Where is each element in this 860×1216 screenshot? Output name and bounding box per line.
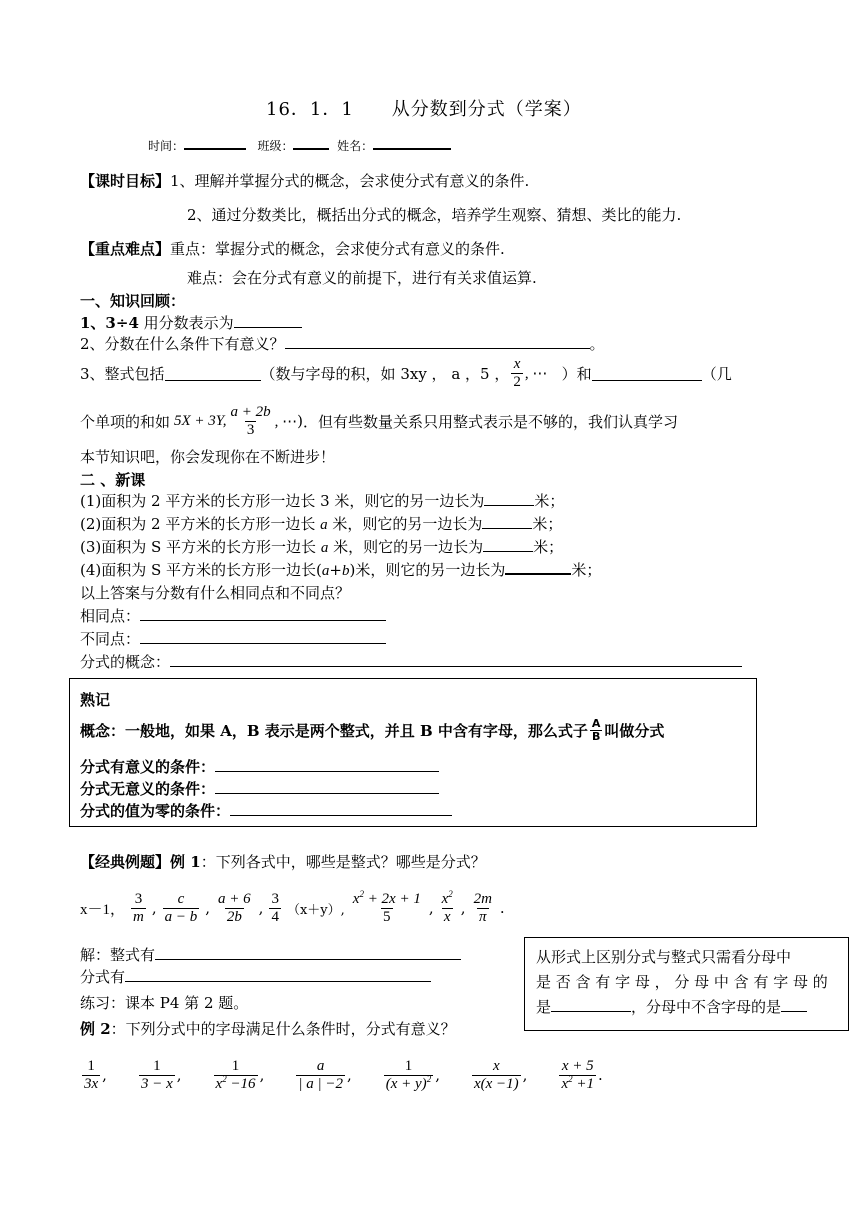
example1-practice: 练习：课本 P4 第 2 题。 bbox=[80, 994, 249, 1012]
side-note-line3 bbox=[536, 996, 807, 1017]
example2-text: ：下列分式中的字母满足什么条件时，分式有意义？ bbox=[110, 1020, 456, 1038]
new-lesson-p2-blank[interactable] bbox=[482, 514, 532, 529]
new-lesson-question: 以上答案与分数有什么相同点和不同点？ bbox=[80, 584, 351, 602]
new-lesson-p3-text: (3)面积为 S 平方米的长方形一边长 bbox=[80, 538, 317, 556]
unit: 米； bbox=[534, 492, 565, 510]
time-field[interactable] bbox=[184, 134, 246, 150]
fraction-x-over-2: $\frac{x}{2}$ bbox=[513, 355, 521, 390]
new-lesson-p4-text: (4)面积为 S 平方米的长方形一边长( bbox=[80, 561, 322, 579]
concept-row bbox=[80, 651, 742, 672]
review-q2-blank[interactable] bbox=[285, 334, 590, 349]
new-lesson-heading: 二 、新课 bbox=[80, 471, 146, 489]
focus-tag: 【重点难点】 bbox=[80, 240, 171, 258]
review-q3-a: 3、整式包括 bbox=[80, 364, 165, 383]
review-q2 bbox=[80, 333, 605, 354]
new-lesson-p4-blank[interactable] bbox=[505, 559, 571, 575]
review-q3-line3: 本节知识吧，你会发现你在不断进步！ bbox=[80, 448, 336, 466]
review-heading: 一、知识回顾： bbox=[80, 292, 186, 310]
cond1-label: 分式有意义的条件： bbox=[80, 758, 216, 776]
cond3-row bbox=[80, 800, 452, 821]
new-lesson-p3-mid: 米，则它的另一边长为 bbox=[333, 538, 484, 556]
side-note-line1: 从形式上区别分式与整式只需看分母中 bbox=[536, 948, 792, 966]
memorize-concept-b: 叫做分式 bbox=[604, 721, 665, 740]
review-q3-line2: 个单项的和如 5X + 3Y, $\frac{a + 2b}{3}$ , ⋯ ) ．但有些数量关系只用整式表示是不够的，我们认真学习 bbox=[80, 403, 679, 438]
example1-text: ：下列各式中，哪些是整式？哪些是分式？ bbox=[200, 853, 486, 871]
cond3-label: 分式的值为零的条件： bbox=[80, 802, 231, 820]
new-lesson-p4-mid: )米，则它的另一边长为 bbox=[349, 561, 506, 579]
review-q3-blank-1[interactable] bbox=[165, 366, 261, 381]
new-lesson-p1-text: (1)面积为 2 平方米的长方形一边长 3 米，则它的另一边长为 bbox=[80, 492, 485, 510]
concept-label: 分式的概念： bbox=[80, 653, 171, 671]
review-q2-text: 2、分数在什么条件下有意义？ bbox=[80, 335, 285, 353]
review-q1-text: 用分数表示为 bbox=[143, 314, 234, 332]
fraction-a-over-b: $\frac{A}{B}$ bbox=[591, 716, 601, 743]
example2-line bbox=[80, 1018, 456, 1039]
class-field[interactable] bbox=[293, 134, 329, 150]
review-q1-prefix: 1、3÷4 bbox=[80, 314, 139, 332]
example2-expressions: $\frac{1}{3x}$ , $\frac{1}{3 - x}$ , $\frac{1}{x^2 -16}$ , $\frac{a}{| a | -2}$ , $\frac{1}{(x + y)^2}$ , $\frac{x}{x(x -1)}$ , $\frac{x + 5}{x^2 +1}$ . bbox=[84, 1057, 603, 1092]
focus-line-1 bbox=[80, 238, 505, 259]
focus-difficult: 难点：会在分式有意义的前提下，进行有关求值运算. bbox=[187, 269, 537, 287]
example1-line bbox=[80, 851, 486, 872]
class-label: 班级： bbox=[257, 139, 294, 153]
new-lesson-p2-mid: 米，则它的另一边长为 bbox=[332, 515, 483, 533]
cond2-label: 分式无意义的条件： bbox=[80, 780, 216, 798]
diff-point-label: 不同点： bbox=[80, 630, 141, 648]
new-lesson-p1 bbox=[80, 490, 564, 511]
example1-answer1 bbox=[80, 944, 461, 965]
example1-expressions: x－1， $\frac{3}{m}$ , $\frac{c}{a - b}$ , $\frac{a + 6}{2b}$ , $\frac{3}{4}$ （x＋y）, $\frac{x^2 + 2x + 1}{5}$ , $\frac{x^2}{x}$ , $\frac{2m}{\pi}$ . bbox=[80, 888, 505, 925]
new-lesson-p2: (2)面积为 2 平方米的长方形一边长 a 米，则它的另一边长为 米； bbox=[80, 515, 563, 533]
time-label: 时间： bbox=[148, 139, 185, 153]
cond1-row bbox=[80, 756, 439, 777]
review-q3-d: （几 bbox=[701, 364, 732, 383]
side-note-line3a: 是 bbox=[536, 998, 552, 1016]
name-field[interactable] bbox=[373, 134, 451, 150]
side-note-line2: 是 否 含 有 字 母 ， 分 母 中 含 有 字 母 的 bbox=[536, 973, 828, 991]
answer2-label: 分式有 bbox=[80, 968, 126, 986]
memorize-title: 熟记 bbox=[80, 691, 111, 709]
answer2-field[interactable] bbox=[125, 967, 431, 982]
focus-key: 重点：掌握分式的概念，会求使分式有意义的条件. bbox=[170, 240, 505, 258]
review-q3-c: ）和 bbox=[561, 364, 592, 383]
review-q3: 3、整式包括 （数与字母的积，如 3xy ， a ，5 ， $\frac{x}{2}$ , ⋯ ）和 （几 bbox=[80, 355, 732, 390]
name-label: 姓名： bbox=[337, 139, 374, 153]
cond2-field[interactable] bbox=[215, 779, 439, 794]
new-lesson-p3-blank[interactable] bbox=[483, 537, 533, 552]
same-point-label: 相同点： bbox=[80, 607, 141, 625]
review-q1-blank[interactable] bbox=[234, 313, 302, 328]
unit: 米； bbox=[571, 561, 602, 579]
answer1-label: 解：整式有 bbox=[80, 946, 156, 964]
review-q3-line2-b: ．但有些数量关系只用整式表示是不够的，我们认真学习 bbox=[303, 412, 679, 431]
fraction-a-plus-2b-over-3: $\frac{a + 2b}{3}$ bbox=[230, 403, 271, 438]
example2-label: 例 2 bbox=[80, 1020, 111, 1038]
new-lesson-p4: (4)面积为 S 平方米的长方形一边长(a+b)米，则它的另一边长为 米； bbox=[80, 561, 602, 579]
same-point-field[interactable] bbox=[140, 606, 386, 621]
unit: 米； bbox=[532, 515, 563, 533]
unit: 米； bbox=[533, 538, 564, 556]
review-q3-blank-2[interactable] bbox=[592, 366, 702, 381]
goal-item-1: 1、理解并掌握分式的概念，会求使分式有意义的条件. bbox=[170, 172, 530, 190]
goals-line-1 bbox=[80, 170, 529, 191]
review-q1 bbox=[80, 312, 302, 333]
side-note-blank-1[interactable] bbox=[551, 997, 631, 1012]
answer1-field[interactable] bbox=[155, 945, 461, 960]
memorize-concept bbox=[80, 713, 664, 747]
cond2-row bbox=[80, 778, 439, 799]
review-q2-end: 。 bbox=[589, 335, 605, 353]
goals-tag: 【课时目标】 bbox=[80, 172, 171, 190]
side-note-line3b: ，分母中不含字母的是 bbox=[631, 998, 782, 1016]
example1-answer2 bbox=[80, 966, 431, 987]
goal-item-2: 2、通过分数类比，概括出分式的概念，培养学生观察、猜想、类比的能力. bbox=[187, 206, 682, 224]
example1-label: 例 1 bbox=[170, 853, 201, 871]
page-title: 16．1．1 从分数到分式（学案） bbox=[266, 99, 582, 120]
new-lesson-p2-text: (2)面积为 2 平方米的长方形一边长 bbox=[80, 515, 316, 533]
cond1-field[interactable] bbox=[215, 757, 439, 772]
side-note-blank-2[interactable] bbox=[781, 997, 807, 1012]
same-point-row bbox=[80, 605, 386, 626]
new-lesson-p3: (3)面积为 S 平方米的长方形一边长 a 米，则它的另一边长为 米； bbox=[80, 538, 564, 556]
new-lesson-p1-blank[interactable] bbox=[484, 491, 534, 506]
diff-point-field[interactable] bbox=[140, 629, 386, 644]
diff-point-row bbox=[80, 628, 386, 649]
example1-tag: 【经典例题】 bbox=[80, 853, 171, 871]
memorize-concept-a: 概念：一般地，如果 A，B 表示是两个整式，并且 B 中含有字母，那么式子 bbox=[80, 721, 588, 740]
cond3-field[interactable] bbox=[230, 801, 452, 816]
review-q3-line2-a: 个单项的和如 bbox=[80, 412, 171, 431]
header-row bbox=[148, 134, 451, 154]
concept-field[interactable] bbox=[170, 652, 742, 667]
review-q3-b: （数与字母的积，如 3xy ， a ，5 ， bbox=[260, 364, 510, 383]
